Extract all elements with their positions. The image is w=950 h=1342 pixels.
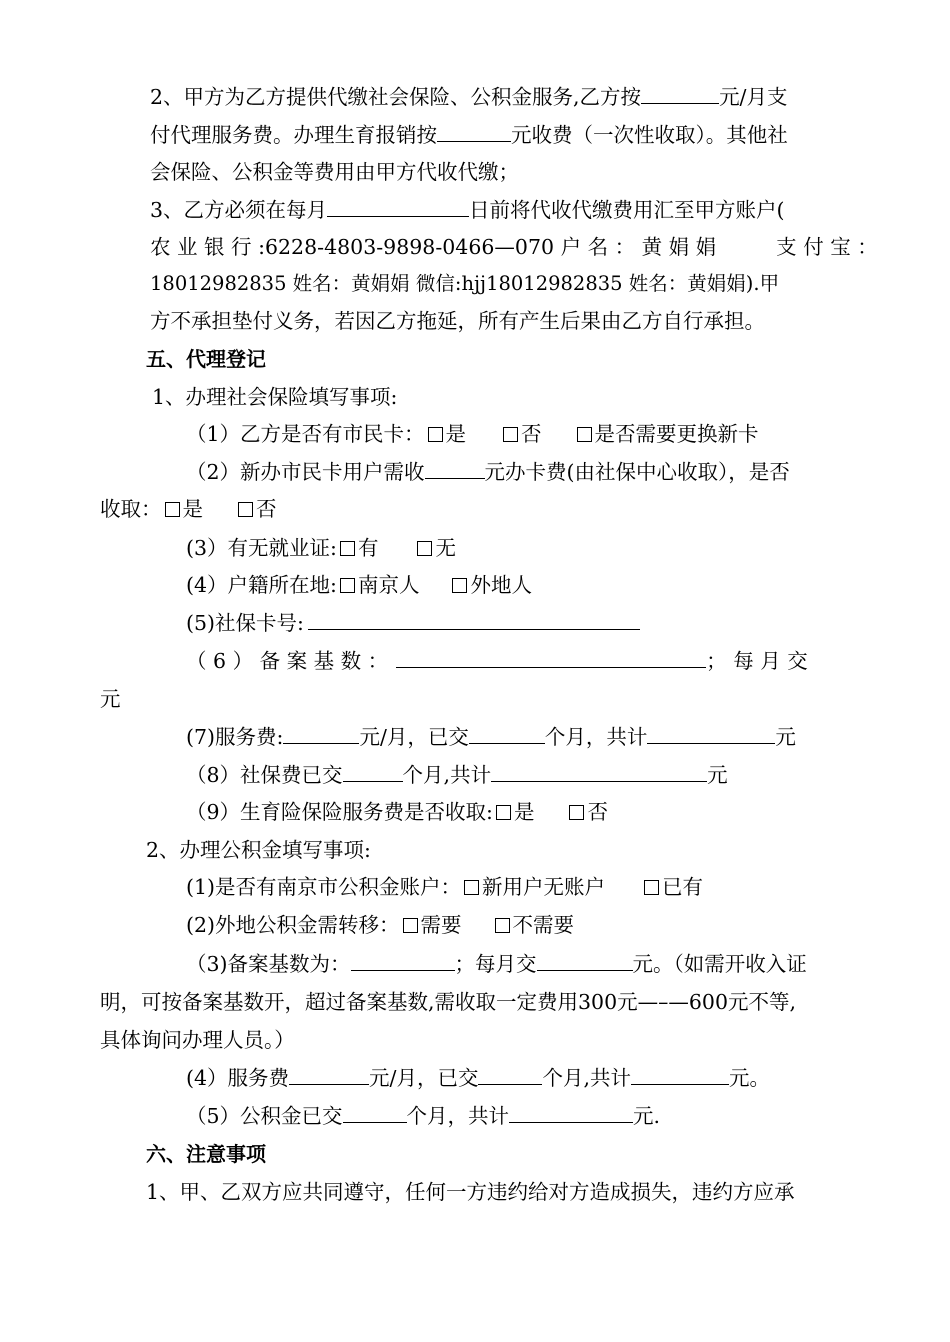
s5-q8: （8）社保费已交 个月,共计 元	[186, 763, 728, 787]
checkbox-collect-yes[interactable]	[165, 502, 180, 517]
service-fee-blank[interactable]	[283, 724, 359, 744]
fund-paid-total-blank[interactable]	[509, 1103, 633, 1123]
checkbox-nanjing-resident[interactable]	[340, 578, 355, 593]
s5-q7: (7)服务费: 元/月，已交 个月，共计 元	[186, 725, 796, 749]
s4-item2-line2: 付代理服务费。办理生育报销按 元收费（一次性收取）。其他社	[150, 123, 788, 147]
s4-item3-line3: 18012982835 姓名：黄娟娟 微信:hjj18012982835 姓名：黄娟娟).甲	[150, 272, 780, 295]
fund-service-fee-blank[interactable]	[289, 1065, 369, 1085]
s5-p3-line2: 明，可按备案基数开，超过备案基数,需收取一定费用300元—–—600元不等,	[100, 990, 797, 1014]
s4-item3-line1: 3、乙方必须在每月 日前将代收代缴费用汇至甲方账户(	[150, 198, 785, 222]
s5-q5: (5)社保卡号:	[186, 608, 640, 638]
social-total-blank[interactable]	[491, 762, 707, 782]
s5-q2-line2: 收取： 是 否	[100, 497, 277, 521]
fund-service-total-blank[interactable]	[631, 1065, 729, 1085]
checkbox-replace-card[interactable]	[577, 427, 592, 442]
social-months-blank[interactable]	[343, 762, 403, 782]
fund-filing-base-blank[interactable]	[351, 951, 455, 971]
s6-item1: 1、甲、乙双方应共同遵守，任何一方违约给对方造成损失，违约方应承	[146, 1180, 795, 1204]
checkbox-transfer-needed[interactable]	[403, 918, 418, 933]
maternity-fee-blank[interactable]	[437, 122, 511, 142]
s5-p5: （5）公积金已交 个月，共计 元.	[186, 1104, 661, 1128]
s4-item2-line1: 2、甲方为乙方提供代缴社会保险、公积金服务,乙方按 元/月支	[150, 85, 788, 109]
checkbox-citizen-card-yes[interactable]	[428, 427, 443, 442]
checkbox-collect-no[interactable]	[238, 502, 253, 517]
checkbox-maternity-fee-no[interactable]	[569, 805, 584, 820]
months-paid-blank[interactable]	[469, 724, 545, 744]
s5-q1: （1）乙方是否有市民卡： 是 否 是否需要更换新卡	[186, 422, 759, 446]
fund-monthly-blank[interactable]	[537, 951, 633, 971]
checkbox-maternity-fee-yes[interactable]	[496, 805, 511, 820]
s4-item3-line4: 方不承担垫付义务，若因乙方拖延，所有产生后果由乙方自行承担。	[150, 309, 765, 333]
card-fee-blank[interactable]	[425, 459, 485, 479]
s5-p2: (2)外地公积金需转移： 需要 不需要	[186, 913, 575, 937]
checkbox-has-account[interactable]	[644, 880, 659, 895]
s5-p3-line3: 具体询问办理人员。）	[100, 1028, 295, 1052]
service-total-blank[interactable]	[647, 724, 775, 744]
s4-item3-line2: 农 业 银 行 :6228-4803-9898-0466—070 户 名 ： 黄 娟 娟 支 付 宝 ：	[150, 235, 878, 259]
s5-sub2: 2、办理公积金填写事项:	[146, 838, 371, 862]
checkbox-employment-cert-yes[interactable]	[340, 541, 355, 556]
checkbox-new-user-no-account[interactable]	[464, 880, 479, 895]
filing-base-blank[interactable]	[396, 648, 706, 668]
s5-q3: (3）有无就业证: 有 无	[186, 536, 456, 560]
checkbox-non-resident[interactable]	[452, 578, 467, 593]
s5-p4: (4）服务费 元/月，已交 个月,共计 元。	[186, 1066, 770, 1090]
section5-heading: 五、代理登记	[146, 347, 266, 371]
s5-p1: (1)是否有南京市公积金账户： 新用户无账户 已有	[186, 875, 704, 899]
s5-p3-line1: （3)备案基数为： ；每月交 元。（如需开收入证	[186, 952, 807, 976]
social-security-card-number-blank[interactable]	[308, 610, 640, 630]
payment-day-blank[interactable]	[327, 197, 469, 217]
fund-months-paid-blank[interactable]	[478, 1065, 542, 1085]
fund-paid-months-blank[interactable]	[343, 1103, 407, 1123]
s5-q4: (4）户籍所在地: 南京人 外地人	[186, 573, 532, 597]
section6-heading: 六、注意事项	[146, 1142, 266, 1166]
s4-item2-line3: 会保险、公积金等费用由甲方代收代缴；	[150, 160, 519, 184]
s5-q6-line1: （ 6 ） 备 案 基 数 ： ； 每 月 交	[186, 649, 808, 673]
checkbox-transfer-not-needed[interactable]	[495, 918, 510, 933]
s5-q2-line1: （2）新办市民卡用户需收 元办卡费(由社保中心收取），是否	[186, 460, 790, 484]
s5-sub1: 1、办理社会保险填写事项:	[152, 385, 398, 409]
s5-q9: （9）生育险保险服务费是否收取: 是 否	[186, 800, 608, 824]
fee-per-month-blank[interactable]	[641, 84, 719, 104]
checkbox-citizen-card-no[interactable]	[503, 427, 518, 442]
s5-q6-line2: 元	[100, 687, 121, 711]
checkbox-employment-cert-no[interactable]	[417, 541, 432, 556]
